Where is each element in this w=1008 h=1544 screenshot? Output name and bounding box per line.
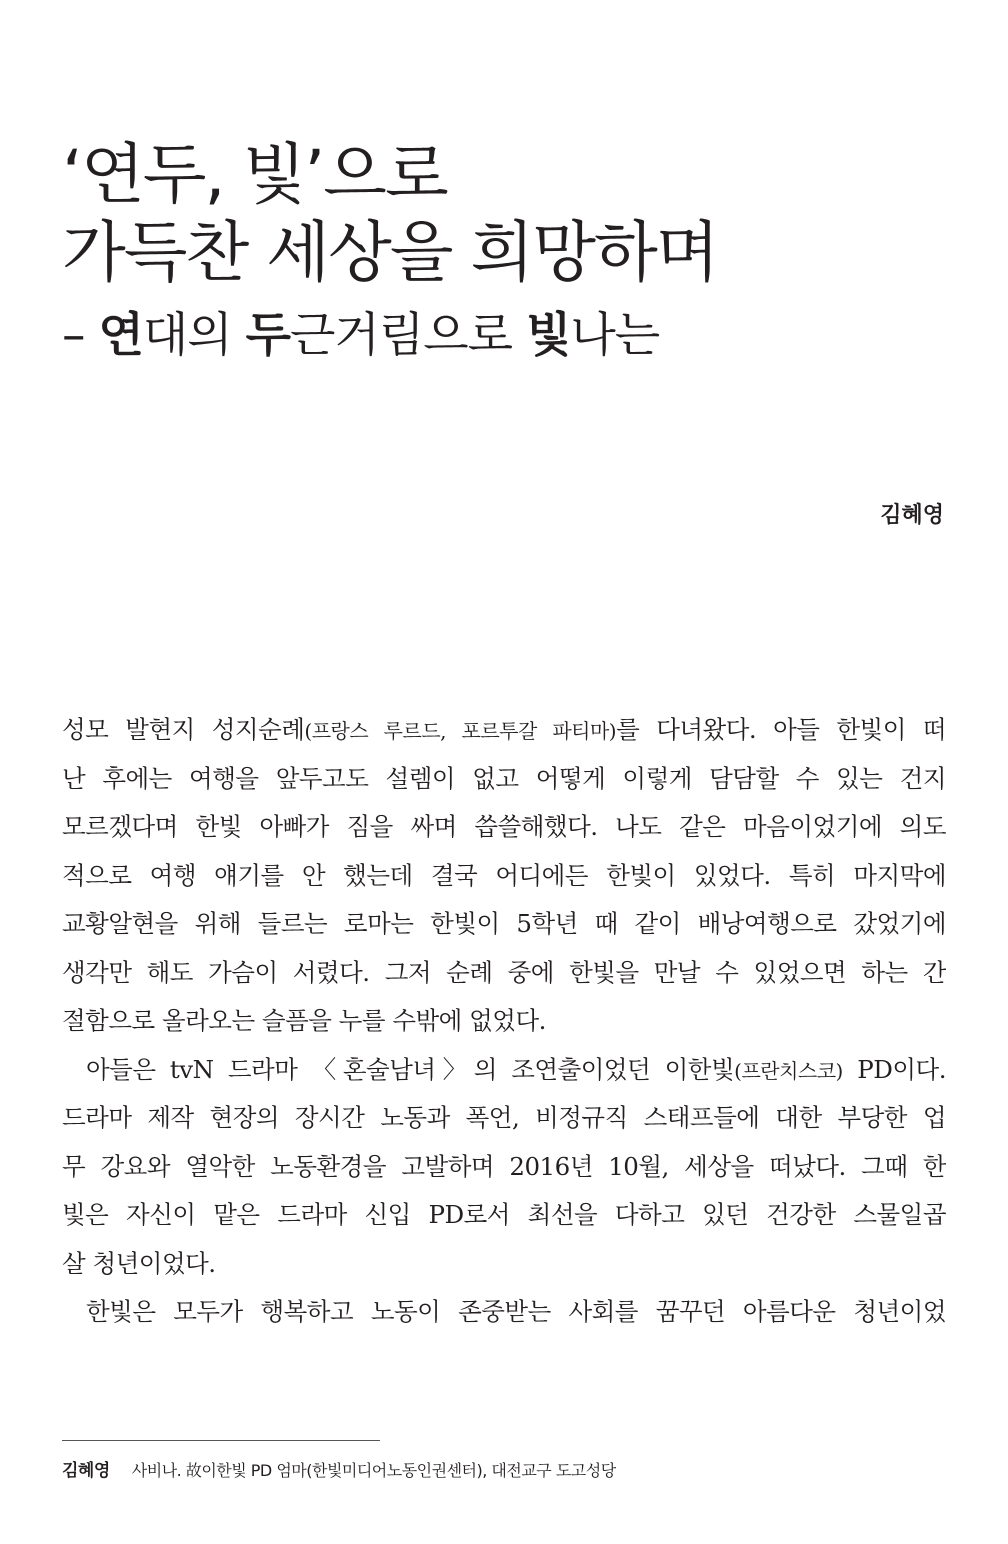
subtitle-dash: –: [62, 308, 99, 363]
footnote-divider: [62, 1440, 380, 1441]
body-text: PD이다.: [842, 1054, 946, 1084]
subtitle-emphasis-2: 두: [245, 308, 291, 363]
subtitle-emphasis-1: 연: [98, 308, 143, 363]
footnote-author-bio: 사비나. 故이한빛 PD 엄마(한빛미디어노동인권센터), 대전교구 도고성당: [131, 1461, 616, 1480]
body-line-12: 살 청년이었다.: [62, 1248, 216, 1278]
body-line-5: 교황알현을 위해 들르는 로마는 한빛이 5학년 때 같이 배낭여행으로 갔었기에: [62, 909, 946, 938]
body-line-8: [62, 1046, 946, 1095]
body-line-10: 무 강요와 열악한 노동환경을 고발하며 2016년 10월, 세상을 떠났다. 그때 한: [62, 1151, 946, 1181]
subtitle-emphasis-3: 빛: [525, 308, 571, 363]
body-parenthetical: (프랑스 루르드, 포르투갈 파티마): [304, 719, 617, 743]
author-footnote: [62, 1458, 962, 1484]
body-line-2: 난 후에는 여행을 앞두고도 설렘이 없고 어떻게 이렇게 담담할 수 있는 건지: [62, 763, 946, 793]
body-line-9: 드라마 제작 현장의 장시간 노동과 폭언, 비정규직 스태프들에 대한 부당한 업: [62, 1103, 946, 1132]
author-name: 김혜영: [880, 503, 944, 528]
body-line-7: 절함으로 올라오는 슬픔을 누를 수밖에 없었다.: [62, 1006, 546, 1035]
title-line-1: ‘연두, 빛’으로: [62, 136, 447, 213]
body-line-11: 빛은 자신이 맡은 드라마 신입 PD로서 최선을 다하고 있던 건강한 스물일곱: [62, 1200, 946, 1229]
subtitle: [62, 306, 962, 366]
body-text: 아들은 tvN 드라마 〈혼술남녀〉의 조연출이었던 이한빛: [86, 1054, 735, 1084]
body-text: 성모 발현지 성지순례: [62, 715, 305, 744]
article-body: [62, 706, 946, 1337]
body-line-3: 모르겠다며 한빛 아빠가 짐을 싸며 씁쓸해했다. 나도 같은 마음이었기에 의도: [62, 812, 946, 841]
body-line-1: [62, 706, 946, 755]
title-block: [62, 136, 962, 366]
body-line-13: 한빛은 모두가 행복하고 노동이 존중받는 사회를 꿈꾸던 아름다운 청년이었: [86, 1297, 946, 1326]
subtitle-text-1: 대의: [142, 308, 246, 363]
title-line-2: 가득찬 세상을 희망하며: [62, 214, 718, 291]
footnote-author-name: 김혜영: [62, 1461, 110, 1481]
subtitle-text-3: 나는: [570, 308, 660, 363]
body-parenthetical: (프란치스코): [734, 1058, 843, 1083]
body-line-4: 적으로 여행 얘기를 안 했는데 결국 어디에든 한빛이 있었다. 특히 마지막에: [62, 860, 946, 890]
subtitle-text-2: 근거림으로: [290, 308, 526, 363]
body-text: 를 다녀왔다. 아들 한빛이 떠: [616, 715, 946, 744]
body-line-6: 생각만 해도 가슴이 서렸다. 그저 순례 중에 한빛을 만날 수 있었으면 하는 간: [62, 957, 946, 987]
